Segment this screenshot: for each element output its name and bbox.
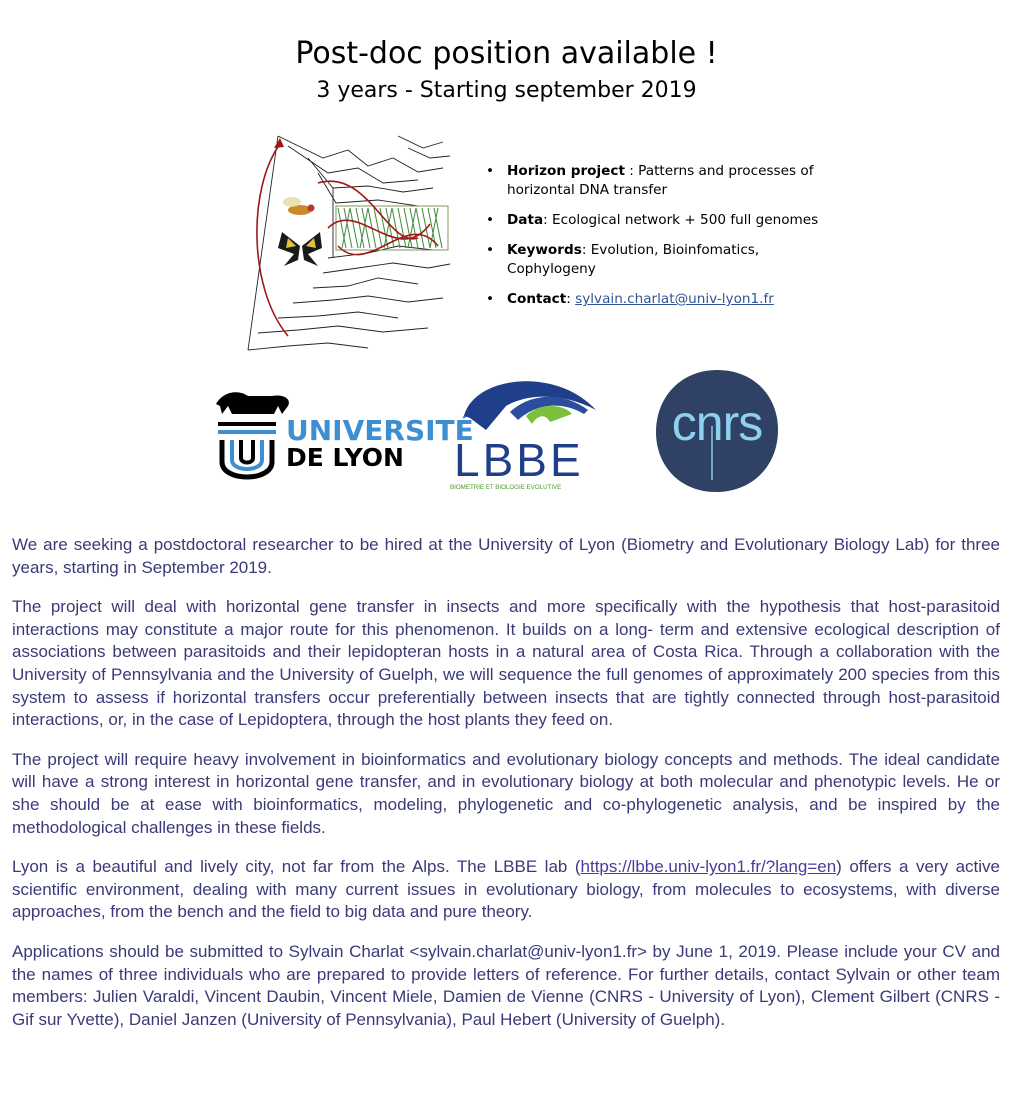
bullet-data: • Data: Ecological network + 500 full genomes (486, 212, 819, 228)
cnrs-logo (654, 368, 780, 494)
fly-icon (283, 197, 315, 215)
requirements-paragraph: The project will require heavy involvement in bioinformatics and evolutionary biology concepts and methods. The ideal candidate will have a strong interest in horizontal gene transfer, and in evolutionary biology at both molecular and phenotypic levels. He or she should be at ease with bioinformatics, modeling, phylogenetic and co-phylogenetic analysis, and be inspired by the methodological challenges in these fields. (12, 749, 1000, 837)
lbbe-logo (446, 368, 614, 494)
cophylogeny-figure (218, 128, 456, 354)
intro-paragraph: We are seeking a postdoctoral researcher to be hired at the University of Lyon (Biometry and Evolutionary Biology Lab) for three years, starting in September 2019. (12, 535, 1000, 577)
lyon-logo-line2: DE LYON (286, 443, 404, 472)
lion-icon (216, 392, 289, 414)
bullet-keywords: • Keywords: Evolution, Bioinfomatics, Cophylogeny (486, 242, 760, 277)
cnrs-logo-name: cnrs (671, 395, 763, 451)
page-subtitle: 3 years - Starting september 2019 (316, 78, 697, 103)
project-paragraph: The project will deal with horizontal gene transfer in insects and more specifically with the hypothesis that host-parasitoid interactions may constitute a major route for this phenomenon. It builds on a long- term and extensive ecological description of associations between parasitoids and their lepidopteran hosts in a natural area of Costa Rica. Through a collaboration with the University of Pennsylvania and the University of Guelph, we will sequence the full genomes of approximately 200 species from this system to assess if horizontal transfers occur preferentially between insects that are tightly connected through host-parasitoid interactions, or, in the case of Lepidoptera, through the host plants they feed on. (12, 597, 1000, 730)
project-bullet-list (484, 162, 824, 320)
bullet-icon: • (486, 212, 495, 228)
applications-paragraph: Applications should be submitted to Sylvain Charlat <sylvain.charlat@univ-lyon1.fr> by June 1, 2019. Please include your CV and the names of three individuals who are prepared to provide letters of reference. For further details, contact Sylvain or other team members: Julien Varaldi, Vincent Daubin, Vincent Miele, Damien de Vienne (CNRS - University of Lyon), Clement Gilbert (CNRS - Gif sur Yvette), Daniel Janzen (University of Pennsylvania), Paul Hebert (University of Guelph). (12, 941, 1000, 1029)
butterfly-icon (278, 232, 322, 266)
lbbe-logo-name: LBBE (454, 434, 584, 486)
universite-de-lyon-logo (210, 384, 474, 494)
page-title: Post-doc position available ! (295, 36, 718, 71)
bullet-icon: • (486, 242, 495, 258)
lyon-paragraph: Lyon is a beautiful and lively city, not far from the Alps. The LBBE lab (https://lbbe.univ-lyon1.fr/?lang=en) offers a very active scientific environment, dealing with many current issues in evolutionary biology, from molecules to ecosystems, with diverse approaches, from the bench and the field to big data and pure theory. (12, 857, 1000, 922)
bullet-contact: • Contact: sylvain.charlat@univ-lyon1.fr (486, 291, 774, 307)
page-header (0, 34, 1013, 106)
lbbe-website-link[interactable]: https://lbbe.univ-lyon1.fr/?lang=en (580, 857, 837, 877)
bullet-icon: • (486, 163, 495, 179)
bullet-horizon-project: • Horizon project : Patterns and processes of horizontal DNA transfer (486, 163, 814, 198)
lyon-logo-line1: UNIVERSITÉ (286, 414, 474, 447)
bullet-icon: • (486, 291, 495, 307)
job-description (12, 534, 1000, 1048)
contact-email-link[interactable]: sylvain.charlat@univ-lyon1.fr (575, 291, 774, 307)
lbbe-logo-tagline: BIOMETRIE ET BIOLOGIE EVOLUTIVE (450, 484, 562, 491)
